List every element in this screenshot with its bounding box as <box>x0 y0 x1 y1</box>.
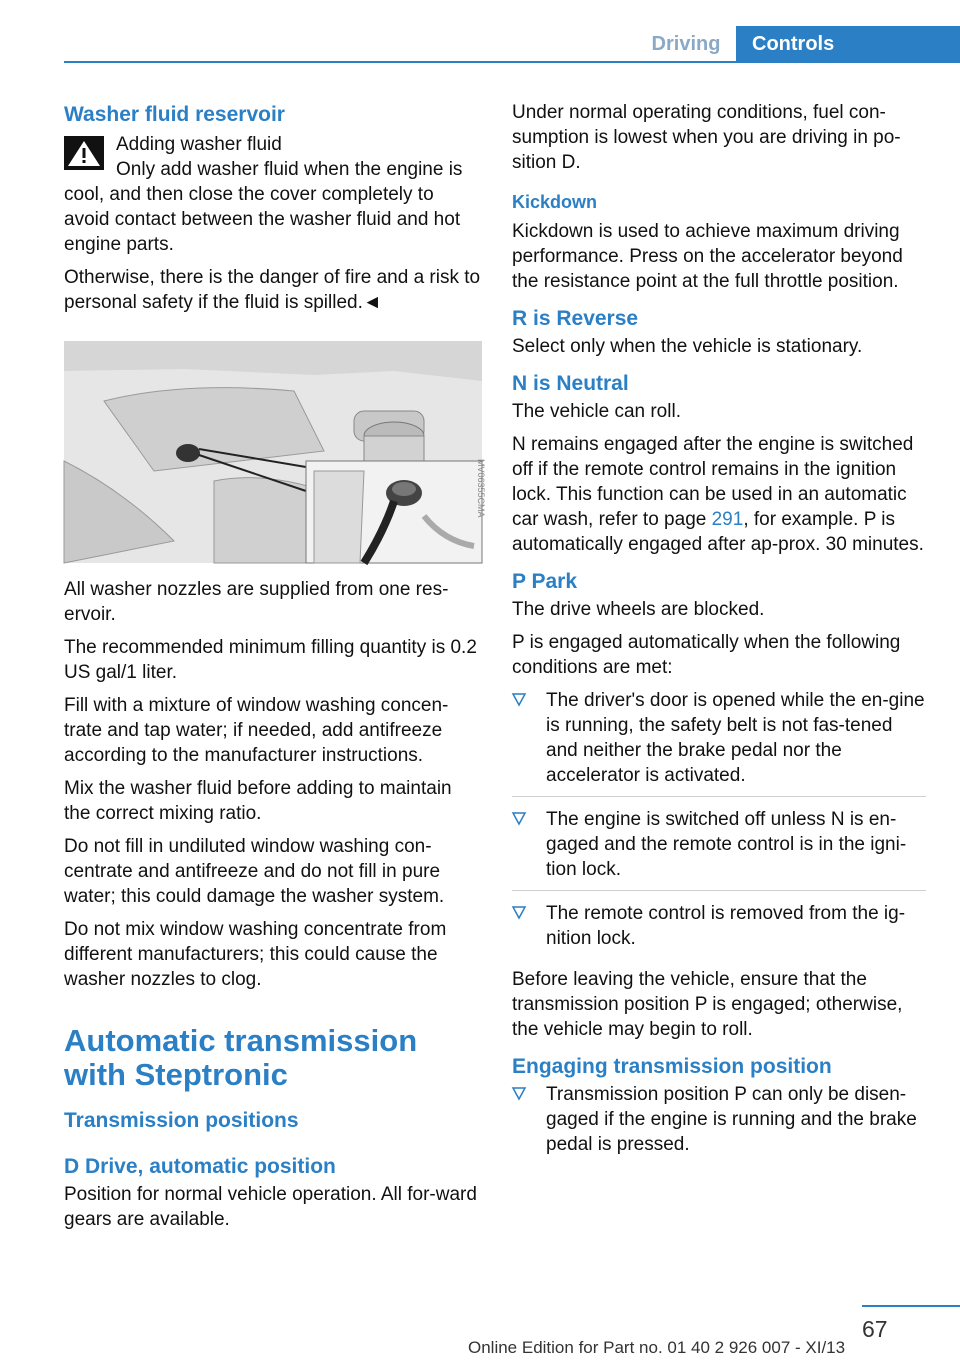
list-item <box>512 807 926 891</box>
page-291-link[interactable]: 291 <box>711 509 744 530</box>
figure-code: MV06355CMA <box>476 459 486 518</box>
list-item <box>512 1082 926 1165</box>
park-text-3: Before leaving the vehicle, ensure that the transmission position P is engaged; otherwise, the vehicle may begin to roll. <box>512 969 903 1040</box>
warning-icon <box>64 136 104 170</box>
edition-text: Online Edition for Part no. 01 40 2 926 007 - XI/13 <box>468 1338 846 1357</box>
header-rule <box>64 61 960 63</box>
tab-controls: Controls <box>736 26 960 62</box>
triangle-bullet-icon <box>512 693 526 706</box>
engaging-heading: Engaging transmission position <box>512 1055 832 1078</box>
warning-paragraph-2: Otherwise, there is the danger of fire and a risk to personal safety if the fluid is spilled.◄ <box>64 267 481 313</box>
warning-block <box>64 132 482 182</box>
washer-paragraph-5: Do not fill in undiluted window washing con-centrate and antifreeze and do not fill in pure water; this could damage the washer system. <box>64 836 445 907</box>
drive-text: Position for normal vehicle operation. All for-ward gears are available. <box>64 1184 477 1230</box>
kickdown-text: Kickdown is used to achieve maximum driving performance. Press on the accelerator beyond the resistance point at the full throttle position. <box>512 221 903 292</box>
kickdown-heading: Kickdown <box>512 192 598 212</box>
warning-continued: cool, and then close the cover completely to avoid contact between the washer fluid and hot engine parts. <box>64 184 461 255</box>
reverse-text: Select only when the vehicle is stationary. <box>512 336 863 357</box>
park-item-1: The driver's door is opened while the en-gine is running, the safety belt is not fas-tened and neither the brake pedal nor the accelerator is activated. <box>546 690 925 786</box>
park-text-2: P is engaged automatically when the following conditions are met: <box>512 632 901 678</box>
list-item <box>512 688 926 797</box>
drive-heading: D Drive, automatic position <box>64 1155 336 1178</box>
washer-paragraph-2: The recommended minimum filling quantity is 0.2 US gal/1 liter. <box>64 637 477 683</box>
right-column <box>512 100 926 1173</box>
list-item <box>512 901 926 959</box>
reverse-heading: R is Reverse <box>512 307 639 330</box>
tab-driving: Driving <box>651 33 721 55</box>
neutral-heading: N is Neutral <box>512 372 629 395</box>
warning-line1: Only add washer fluid when the engine is <box>116 159 463 180</box>
engaging-list <box>512 1082 926 1165</box>
neutral-text-1: The vehicle can roll. <box>512 401 681 422</box>
park-heading: P Park <box>512 570 577 593</box>
footer-rule <box>862 1305 960 1307</box>
neutral-text-2b: , for example. P is automatically engaged after ap-prox. 30 minutes. <box>512 509 924 555</box>
engaging-item-1: Transmission position P can only be disen-gaged if the engine is running and the brake pedal is pressed. <box>546 1084 917 1155</box>
fuel-paragraph: Under normal operating conditions, fuel con-sumption is lowest when you are driving in po-sition D. <box>512 102 901 173</box>
neutral-text-2 <box>512 432 926 557</box>
washer-paragraph-6: Do not mix window washing concentrate from different manufacturers; this could cause the washer nozzles to clog. <box>64 919 447 990</box>
park-conditions-list <box>512 688 926 959</box>
triangle-bullet-icon <box>512 812 526 825</box>
page-number: 67 <box>862 1316 888 1342</box>
park-item-3: The remote control is removed from the ig-nition lock. <box>546 903 906 949</box>
washer-paragraph-1: All washer nozzles are supplied from one res-ervoir. <box>64 579 449 625</box>
washer-paragraph-4: Mix the washer fluid before adding to maintain the correct mixing ratio. <box>64 778 452 824</box>
engine-bay-figure <box>64 341 486 563</box>
transmission-section-heading: Automatic transmission with Steptronic <box>64 1023 418 1092</box>
triangle-bullet-icon <box>512 1087 526 1100</box>
washer-reservoir-illustration <box>64 341 486 563</box>
neutral-text-2a: N remains engaged after the engine is switched off if the remote control remains in the ignition lock. This function can be used in an automatic car wash, refer to page <box>512 434 914 530</box>
park-item-2: The engine is switched off unless N is en-gaged and the remote control is in the igni-tion lock. <box>546 809 907 880</box>
washer-heading: Washer fluid reservoir <box>64 103 285 126</box>
warning-title: Adding washer fluid <box>116 134 282 155</box>
positions-heading: Transmission positions <box>64 1109 299 1132</box>
left-column <box>64 100 486 1240</box>
washer-paragraph-3: Fill with a mixture of window washing concen-trate and tap water; if needed, add antifreeze according to the manufacturer instructions. <box>64 695 449 766</box>
park-text-1: The drive wheels are blocked. <box>512 599 765 620</box>
triangle-bullet-icon <box>512 906 526 919</box>
